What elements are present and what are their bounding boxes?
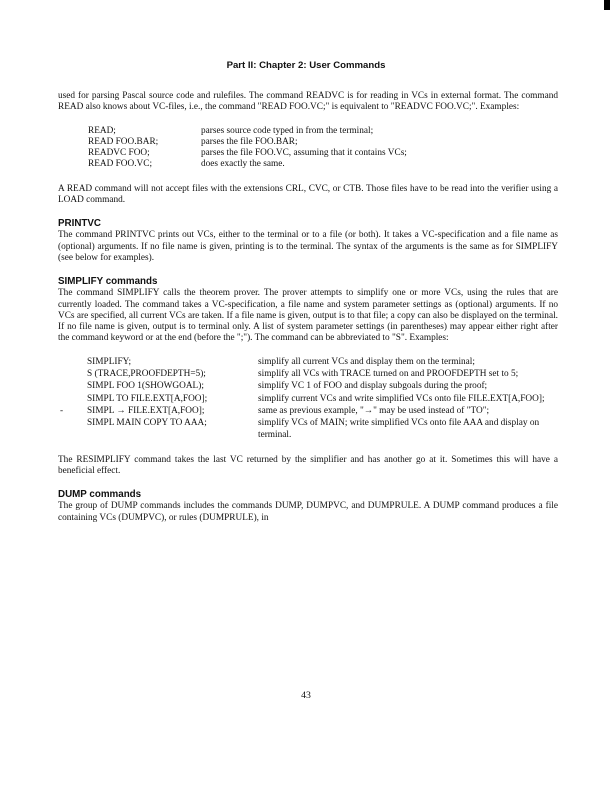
read-examples-table	[88, 126, 407, 171]
printvc-heading: PRINTVC	[58, 218, 102, 230]
example-description: does exactly the same.	[201, 159, 285, 170]
printvc-paragraph: The command PRINTVC prints out VCs, either to the terminal or to a file (or both). It takes a VC-specification and a file name as (optional) arguments. If no file name is given, printing is to the terminal. The syntax of the arguments is the same as for SIMPLIFY (see below for examples).	[58, 230, 558, 263]
example-description: simplify VC 1 of FOO and display subgoals during the proof;	[258, 381, 488, 392]
read-note-paragraph: A READ command will not accept files with the extensions CRL, CVC, or CTB. Those files have to be read into the verifier using a LOAD command.	[58, 183, 558, 206]
example-command: READVC FOO;	[88, 148, 150, 159]
table-row	[87, 406, 558, 418]
corner-mark	[604, 0, 610, 10]
page-header: Part II: Chapter 2: User Commands	[226, 60, 386, 71]
table-row	[87, 381, 558, 393]
example-description: simplify VCs of MAIN; write simplified VCs onto file AAA and display on terminal.	[258, 418, 540, 440]
example-command: READ FOO.VC;	[88, 159, 153, 170]
example-command: SIMPL → FILE.EXT[A,FOO];	[87, 405, 205, 416]
example-description: simplify current VCs and write simplified VCs onto file FILE.EXT[A,FOO];	[258, 393, 545, 404]
example-command: S (TRACE,PROOFDEPTH=5);	[87, 369, 206, 380]
example-description: simplify all VCs with TRACE turned on and PROOFDEPTH set to 5;	[258, 369, 519, 380]
example-command: READ;	[88, 125, 116, 136]
simplify-examples-table	[60, 356, 558, 442]
table-row	[88, 126, 407, 137]
example-description: parses the file FOO.BAR;	[201, 136, 298, 147]
example-command: SIMPLIFY;	[87, 356, 132, 367]
resimplify-paragraph: The RESIMPLIFY command takes the last VC returned by the simplifier and has another go at it. Sometimes this will have a beneficial effect.	[58, 454, 558, 477]
table-row	[88, 148, 407, 159]
example-description: parses source code typed in from the terminal;	[201, 125, 374, 136]
example-command: SIMPL TO FILE.EXT[A,FOO];	[87, 393, 208, 404]
table-row	[87, 357, 558, 369]
example-command: READ FOO.BAR;	[88, 136, 159, 147]
page-number: 43	[301, 690, 311, 701]
example-command: SIMPL FOO 1(SHOWGOAL);	[87, 381, 204, 392]
example-command: SIMPL MAIN COPY TO AAA;	[87, 418, 207, 429]
example-description: simplify all current VCs and display them on the terminal;	[258, 356, 475, 367]
page-body	[58, 91, 558, 536]
simplify-heading: SIMPLIFY commands	[58, 276, 158, 288]
table-row	[88, 137, 407, 148]
table-row	[88, 159, 407, 170]
table-row	[87, 369, 558, 381]
example-description: same as previous example, "→" may be used instead of "TO";	[258, 405, 490, 416]
simplify-paragraph: The command SIMPLIFY calls the theorem prover. The prover attempts to simplify one or more VCs, using the rules that are currently loaded. The command takes a VC-specification, a file name and system parameter settings as (optional) arguments. If no VCs are specified, all current VCs are taken. If a file name is given, output is to that file; a copy can also be displayed on the terminal. If no file name is given, output is to terminal only. A list of system parameter settings (in parentheses) may appear either right after the command keyword or at the end (before the ";"). The command can be abbreviated to "S". Examples:	[58, 288, 558, 344]
intro-paragraph: used for parsing Pascal source code and rulefiles. The command READVC is for reading in VCs in external format. The command READ also knows about VC-files, i.e., the command "READ FOO.VC;" is equivalent to "READVC FOO.VC;". Examples:	[58, 91, 558, 113]
dump-paragraph: The group of DUMP commands includes the commands DUMP, DUMPVC, and DUMPRULE. A DUMP command produces a file containing VCs (DUMPVC), or rules (DUMPRULE), in	[58, 501, 558, 523]
example-description: parses the file FOO.VC, assuming that it contains VCs;	[201, 148, 407, 159]
table-row	[87, 394, 558, 406]
dump-heading: DUMP commands	[58, 489, 142, 501]
margin-mark: -	[60, 405, 64, 416]
table-row	[87, 418, 558, 442]
